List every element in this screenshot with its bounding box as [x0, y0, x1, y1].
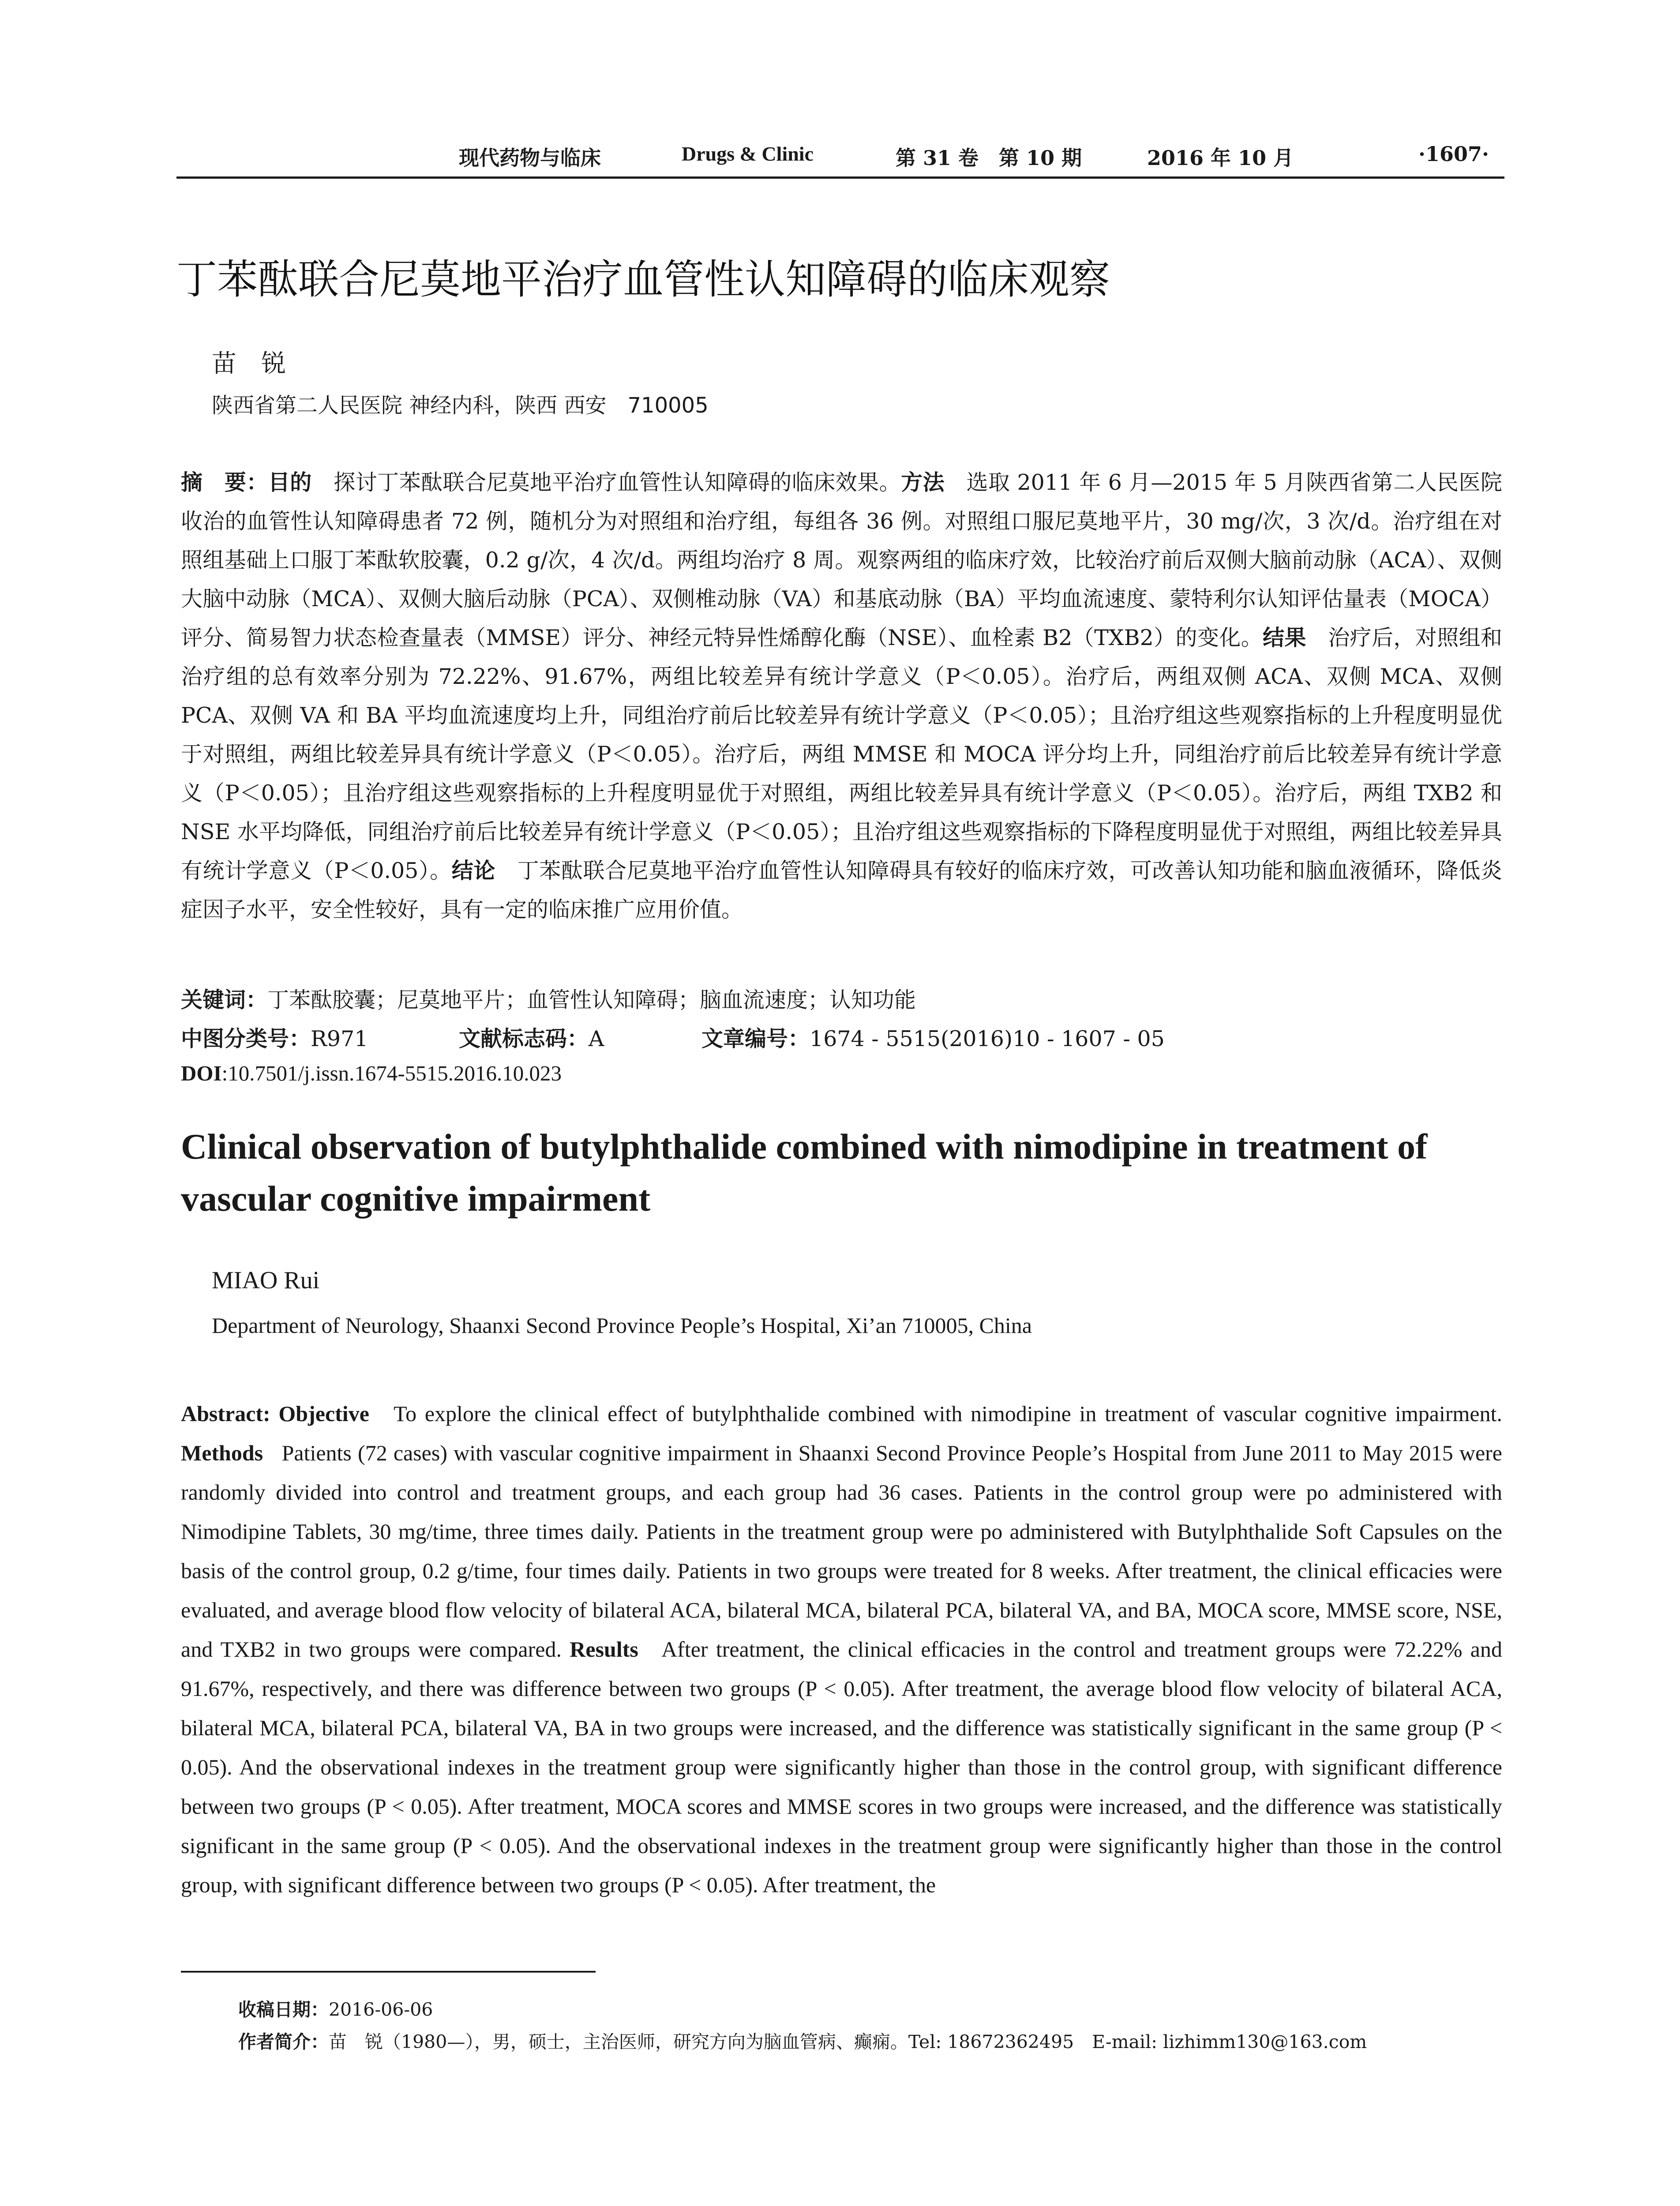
doc-code: A: [589, 1026, 604, 1051]
header-rule: [176, 176, 1504, 179]
en-results-label: Results: [570, 1637, 638, 1662]
cn-objective-label: 目的: [268, 470, 312, 495]
footnote-rule: [181, 1971, 596, 1973]
doi-value: :10.7501/j.issn.1674-5515.2016.10.023: [221, 1061, 562, 1085]
en-results: After treatment, the clinical efficacies in the control and treatment groups were 72.22% and 91.67%, respectively, and there was difference between two groups (P < 0.05). After treatment, the average blood flow velocity of bilateral ACA, bilateral MCA, bilateral PCA, bilateral VA, BA in two groups were increased, and the difference was statistically significant in the same group (P < 0.05). And the observational indexes in the treatment group were significantly higher than those in the control group, with significant difference between two groups (P < 0.05). After treatment, MOCA scores and MMSE scores in two groups were increased, and the difference was statistically significant in the same group (P < 0.05). And the observational indexes in the treatment group were significantly higher than those in the control group, with significant difference between two groups (P < 0.05). After treatment, the: [181, 1637, 1503, 1897]
issue-date: 2016 年 10 月: [1147, 146, 1294, 170]
en-author: MIAO Rui: [212, 1267, 320, 1294]
cn-abstract: [181, 463, 1502, 929]
en-title: Clinical observation of butylphthalide combined with nimodipine in treatment of vascular cognitive impairment: [181, 1126, 1428, 1219]
received-date-line: [238, 1995, 433, 2021]
journal-name-en: Drugs & Clinic: [682, 143, 814, 165]
journal-name-cn: 现代药物与临床: [459, 146, 601, 170]
en-abstract: [181, 1394, 1502, 1905]
cn-results: 治疗后，对照组和治疗组的总有效率分别为 72.22%、91.67%，两组比较差异有统计学意义（P＜0.05）。治疗后，两组双侧 ACA、双侧 MCA、双侧 PCA、双侧 VA 和 BA 平均血流速度均上升，同组治疗前后比较差异有统计学意义（P＜0.05）；且治疗组这些观察指标的上升程度明显优于对照组，两组比较差异具有统计学意义（P＜0.05）。治疗后，两组 MMSE 和 MOCA 评分均上升，同组治疗前后比较差异有统计学意义（P＜0.05）；且治疗组这些观察指标的上升程度明显优于对照组，两组比较差异具有统计学意义（P＜0.05）。治疗后，两组 TXB2 和 NSE 水平均降低，同组治疗前后比较差异有统计学意义（P＜0.05）；且治疗组这些观察指标的下降程度明显优于对照组，两组比较差异具有统计学意义（P＜0.05）。: [181, 625, 1502, 883]
cn-conclusion: 丁苯酞联合尼莫地平治疗血管性认知障碍具有较好的临床疗效，可改善认知功能和脑血液循环，降低炎症因子水平，安全性较好，具有一定的临床推广应用价值。: [181, 858, 1502, 922]
en-methods: Patients (72 cases) with vascular cognitive impairment in Shaanxi Second Province People’s Hospital from June 2011 to May 2015 were randomly divided into control and treatment groups, and each group had 36 cases. Patients in the control group were po administered with Nimodipine Tablets, 30 mg/time, three times daily. Patients in the treatment group were po administered with Butylphthalide Soft Capsules on the basis of the control group, 0.2 g/time, four times daily. Patients in two groups were treated for 8 weeks. After treatment, the clinical efficacies were evaluated, and average blood flow velocity of bilateral ACA, bilateral MCA, bilateral PCA, bilateral VA, and BA, MOCA score, MMSE score, NSE, and TXB2 in two groups were compared.: [181, 1441, 1502, 1662]
cn-conclusion-label: 结论: [451, 858, 496, 883]
en-affiliation: Department of Neurology, Shaanxi Second Province People’s Hospital, Xi’an 710005, China: [212, 1313, 1032, 1338]
received-label: 收稿日期：: [238, 1999, 329, 2020]
en-objective: To explore the clinical effect of butylphthalide combined with nimodipine in treatment of vascular cognitive impairment.: [394, 1401, 1502, 1426]
cn-methods-label: 方法: [901, 470, 945, 495]
page-number: ·1607·: [1418, 142, 1489, 166]
doc-code-label: 文献标志码：: [459, 1026, 589, 1051]
cn-objective: 探讨丁苯酞联合尼莫地平治疗血管性认知障碍的临床效果。: [334, 470, 901, 495]
article-no: 1674 - 5515(2016)10 - 1607 - 05: [810, 1026, 1165, 1051]
cn-results-label: 结果: [1263, 625, 1306, 650]
en-methods-label: Methods: [181, 1441, 263, 1465]
article-no-line: [701, 1022, 1165, 1053]
clc-code: R971: [311, 1026, 368, 1051]
cn-keywords-line: [181, 983, 916, 1014]
author-bio-line: [238, 2027, 1367, 2053]
cn-keywords-label: 关键词：: [181, 987, 268, 1013]
cn-abstract-label: 摘 要：: [181, 470, 268, 495]
volume-issue: 第 31 卷 第 10 期: [896, 146, 1082, 170]
cn-methods: 选取 2011 年 6 月—2015 年 5 月陕西省第二人民医院收治的血管性认知障碍患者 72 例，随机分为对照组和治疗组，每组各 36 例。对照组口服尼莫地平片，30 mg/次，3 次/d。治疗组在对照组基础上口服丁苯酞软胶囊，0.2 g/次，4 次/d。两组均治疗 8 周。观察两组的临床疗效，比较治疗前后双侧大脑前动脉（ACA）、双侧大脑中动脉（MCA）、双侧大脑后动脉（PCA）、双侧椎动脉（VA）和基底动脉（BA）平均血流速度、蒙特利尔认知评估量表（MOCA）评分、简易智力状态检查量表（MMSE）评分、神经元特异性烯醇化酶（NSE）、血栓素 B2（TXB2）的变化。: [181, 470, 1502, 650]
clc-label: 中图分类号：: [181, 1026, 311, 1051]
author-bio: 苗 锐（1980—），男，硕士，主治医师，研究方向为脑血管病、癫痫。Tel: 18672362495 E-mail: lizhimm130@163.com: [329, 2031, 1367, 2052]
doi-label: DOI: [181, 1061, 222, 1085]
cn-classification-line: [181, 1022, 368, 1053]
received-date: 2016-06-06: [329, 1999, 433, 2020]
article-no-label: 文章编号：: [701, 1026, 810, 1051]
en-abstract-label: Abstract: Objective: [181, 1401, 369, 1426]
cn-author: 苗 锐: [212, 349, 286, 378]
doi-line: [181, 1061, 562, 1086]
bio-label: 作者简介：: [238, 2031, 329, 2052]
cn-keywords: 丁苯酞胶囊；尼莫地平片；血管性认知障碍；脑血流速度；认知功能: [267, 987, 916, 1013]
cn-affiliation: 陕西省第二人民医院 神经内科，陕西 西安 710005: [212, 393, 709, 418]
doc-code-line: [459, 1022, 604, 1053]
cn-title: 丁苯酞联合尼莫地平治疗血管性认知障碍的临床观察: [176, 256, 1110, 303]
